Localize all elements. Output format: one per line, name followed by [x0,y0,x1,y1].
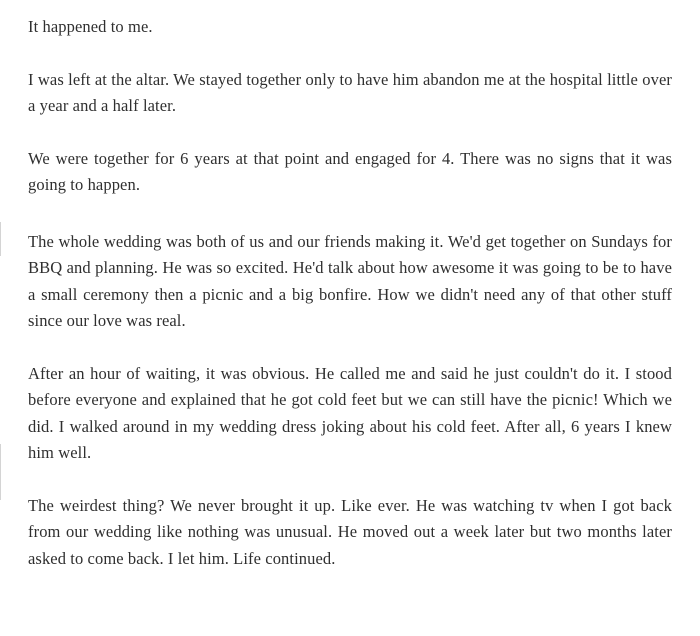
paragraph-5: After an hour of waiting, it was obvious. He called me and said he just couldn't do it. I stood before everyone and explained that he got cold feet but we can still have the picnic! Which we did. I walked around in my wedding dress joking about his cold feet. After all, 6 years I knew him well. [28,363,672,462]
paragraph-6: The weirdest thing? We never brought it up. Like ever. He was watching tv when I got back from our wedding like nothing was unusual. He moved out a week later but two months later asked to come back. I let him. Life continued. [28,495,672,568]
left-edge-rule-lower [0,444,1,500]
article-body [28,14,672,572]
paragraph-4: The whole wedding was both of us and our friends making it. We'd get together on Sundays for BBQ and planning. He was so excited. He'd talk about how awesome it was going to be to have a small ceremony then a picnic and a big bonfire. How we didn't need any of that other stuff since our love was real. [28,231,672,330]
paragraph-1: It happened to me. [28,17,153,36]
left-edge-rule-upper [0,222,1,256]
paragraph-2: I was left at the altar. We stayed together only to have him abandon me at the hospital little over a year and a half later. [28,69,672,115]
paragraph-3: We were together for 6 years at that point and engaged for 4. There was no signs that it was going to happen. [28,148,672,194]
section-gap [28,199,672,229]
